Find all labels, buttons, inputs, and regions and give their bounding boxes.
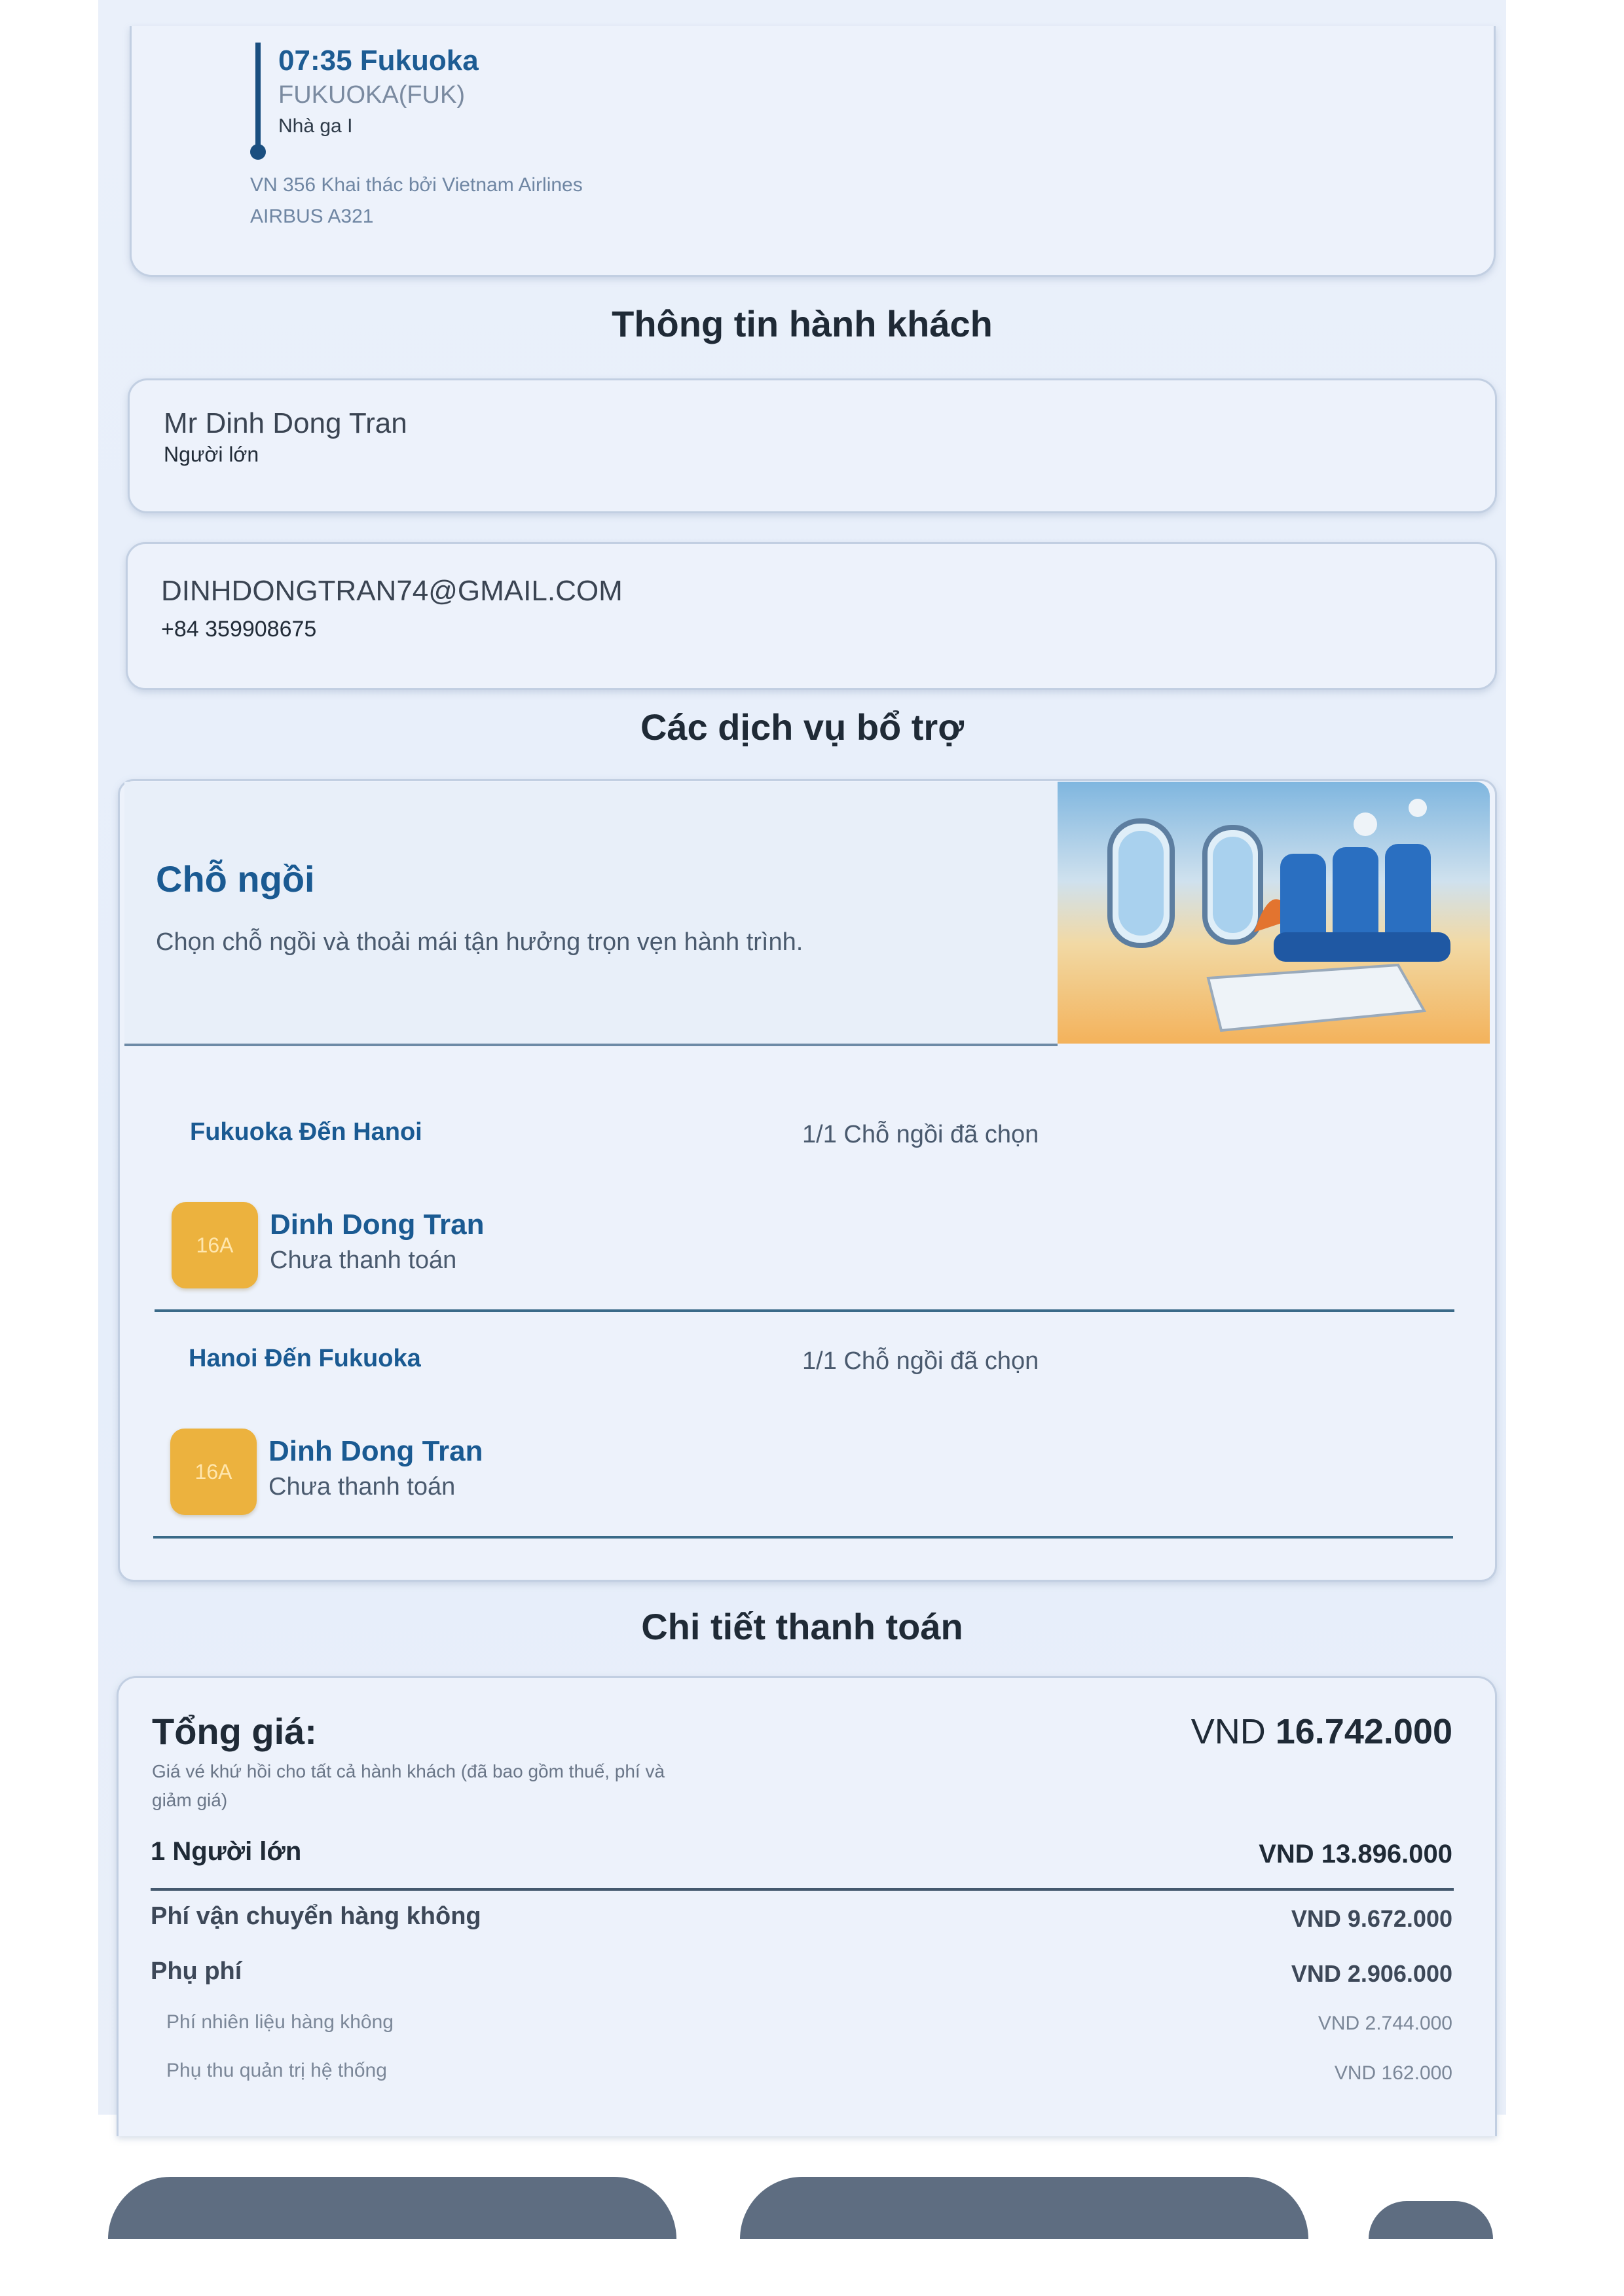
passenger-type: Người lớn xyxy=(164,443,259,466)
seat-payment-status: Chưa thanh toán xyxy=(270,1247,457,1274)
flight-timeline-dot xyxy=(250,144,266,160)
surcharge-amount: VND 2.906.000 xyxy=(1291,1960,1452,1987)
total-note-line1: Giá vé khứ hồi cho tất cả hành khách (đã bao gồm thuế, phí và xyxy=(152,1761,665,1781)
fuel-surcharge-amount: VND 2.744.000 xyxy=(1318,2013,1452,2034)
arrival-airport: FUKUOKA(FUK) xyxy=(278,81,465,109)
total-currency: VND xyxy=(1190,1712,1266,1751)
seat-payment-status: Chưa thanh toán xyxy=(268,1473,456,1501)
contact-card[interactable] xyxy=(126,542,1497,690)
segment-seat-count: 1/1 Chỗ ngồi đã chọn xyxy=(802,1121,1039,1148)
total-amount: 16.742.000 xyxy=(1275,1712,1452,1751)
seat-passenger-name: Dinh Dong Tran xyxy=(270,1209,485,1241)
seat-banner[interactable] xyxy=(124,782,1058,1046)
total-note-line2: giảm giá) xyxy=(152,1790,228,1810)
bottom-action-button-center[interactable] xyxy=(740,2177,1308,2239)
admin-surcharge-label: Phụ thu quản trị hệ thống xyxy=(166,2060,387,2081)
segment-divider xyxy=(153,1536,1453,1539)
total-price xyxy=(1191,1711,1452,1752)
airfare-amount: VND 9.672.000 xyxy=(1291,1905,1452,1932)
seat-description: Chọn chỗ ngồi và thoải mái tận hưởng trọn vẹn hành trình. xyxy=(156,928,803,956)
services-section-title: Các dịch vụ bổ trợ xyxy=(640,706,965,748)
passenger-section-title: Thông tin hành khách xyxy=(612,303,993,344)
seat-heading: Chỗ ngồi xyxy=(156,858,315,900)
seat-illustration xyxy=(1058,782,1490,1044)
bottom-action-button-left[interactable] xyxy=(108,2177,676,2239)
passenger-card[interactable] xyxy=(128,378,1497,513)
payment-section-title: Chi tiết thanh toán xyxy=(641,1606,963,1647)
seat-badge[interactable]: 16A xyxy=(172,1202,258,1288)
aircraft-type: AIRBUS A321 xyxy=(250,206,374,227)
bottom-action-button-right[interactable] xyxy=(1369,2201,1493,2239)
arrival-terminal: Nhà ga I xyxy=(278,115,353,137)
adult-label: 1 Người lớn xyxy=(151,1837,302,1866)
airplane-seat-illustration-icon xyxy=(1058,782,1490,1044)
flight-operator: VN 356 Khai thác bởi Vietnam Airlines xyxy=(250,174,583,196)
arrival-time-city: 07:35 Fukuoka xyxy=(278,45,479,77)
surcharge-label: Phụ phí xyxy=(151,1958,242,1985)
airfare-label: Phí vận chuyển hàng không xyxy=(151,1903,481,1930)
price-divider xyxy=(151,1888,1454,1891)
segment-seat-count: 1/1 Chỗ ngồi đã chọn xyxy=(802,1347,1039,1375)
segment-route: Hanoi Đến Fukuoka xyxy=(189,1345,421,1372)
seat-passenger-name: Dinh Dong Tran xyxy=(268,1435,483,1467)
seat-badge[interactable]: 16A xyxy=(170,1429,257,1515)
flight-timeline-line xyxy=(255,43,261,147)
segment-route: Fukuoka Đến Hanoi xyxy=(190,1118,422,1146)
passenger-name: Mr Dinh Dong Tran xyxy=(164,407,407,439)
total-label: Tổng giá: xyxy=(152,1711,317,1752)
admin-surcharge-amount: VND 162.000 xyxy=(1334,2062,1452,2084)
adult-amount: VND 13.896.000 xyxy=(1259,1840,1452,1868)
contact-phone: +84 359908675 xyxy=(161,617,317,642)
fuel-surcharge-label: Phí nhiên liệu hàng không xyxy=(166,2011,394,2033)
segment-divider xyxy=(155,1309,1454,1312)
contact-email: DINHDONGTRAN74@GMAIL.COM xyxy=(161,575,623,607)
